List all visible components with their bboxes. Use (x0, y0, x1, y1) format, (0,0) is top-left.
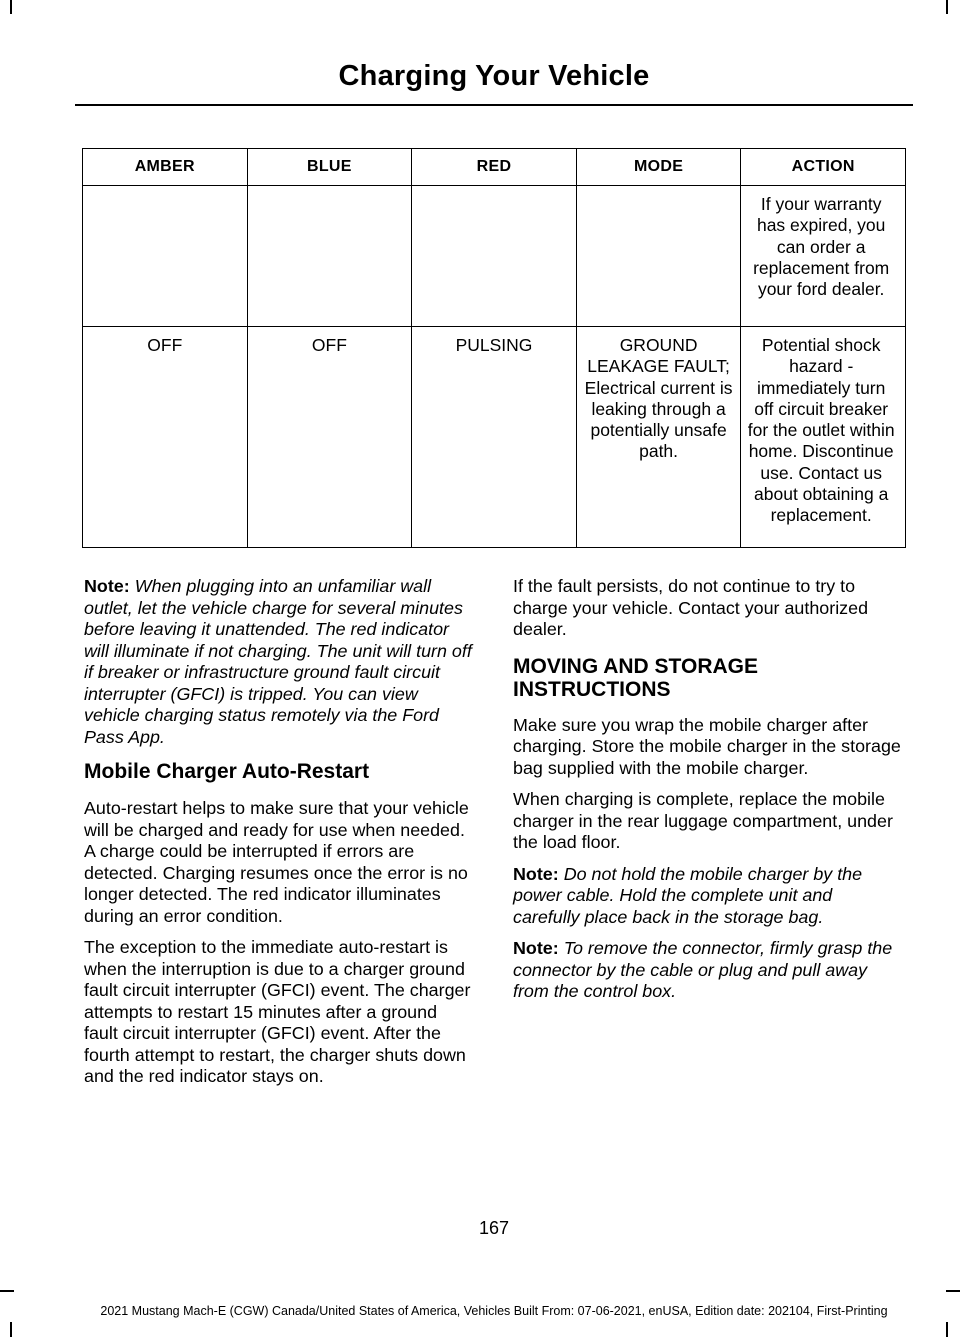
fault-persists-paragraph: If the fault persists, do not continue to try to charge your vehicle. Contact your authorized dealer. (513, 576, 869, 639)
note-label: Note: (513, 863, 559, 884)
wrap-charger-paragraph: Make sure you wrap the mobile charger after charging. Store the mobile charger in the storage bag supplied with the mobile charger. (513, 714, 901, 778)
footer-edition-info: 2021 Mustang Mach-E (CGW) Canada/United States of America, Vehicles Built From: 07-06-2021, enUSA, Edition date: 202104, First-Printing (100, 1304, 888, 1318)
note-text: To remove the connector, firmly grasp the connector by the cable or plug and pull away from the control box. (513, 938, 893, 1001)
crop-mark-bottom-right-v (946, 1322, 948, 1337)
auto-restart-paragraph: Auto-restart helps to make sure that your vehicle will be charged and ready for use when needed. A charge could be interrupted if errors are detected. Charging resumes once the error is no longer detected. The red indicator illuminates during an error condition. (84, 798, 469, 926)
auto-restart-heading: Mobile Charger Auto-Restart (84, 760, 370, 783)
crop-mark-bottom-left-v (10, 1322, 12, 1337)
title-divider (75, 104, 913, 106)
page-title: Charging Your Vehicle (338, 60, 650, 92)
note-label: Note: (513, 938, 559, 958)
cell-blue: OFF (247, 327, 412, 548)
crop-mark-top-right (946, 0, 948, 14)
table-header-row (83, 149, 906, 186)
cell-red (412, 186, 577, 327)
header-action: ACTION (741, 149, 906, 186)
cell-action: If your warranty has expired, you can order a replacement from your ford dealer. (741, 186, 906, 327)
page-number: 167 (478, 1218, 510, 1238)
indicator-table (82, 148, 906, 548)
note-power-cable (513, 864, 903, 929)
note-plugging (84, 576, 474, 748)
crop-mark-top-left (10, 0, 12, 14)
crop-mark-bottom-right (946, 1290, 960, 1292)
cell-amber: OFF (83, 327, 248, 548)
header-mode: MODE (576, 149, 741, 186)
cell-amber (83, 186, 248, 327)
note-text: When plugging into an unfamiliar wall outlet, let the vehicle charge for several minutes before leaving it unattended. The red indicator will illuminate if not charging. The unit will turn off if breaker or infrastructure ground fault circuit interrupter (GFCI) is tripped. You can view vehicle charging status remotely via the Ford Pass App. (84, 576, 472, 747)
table-row (83, 186, 906, 327)
cell-action: Potential shock hazard - immediately turn off circuit breaker for the outlet within home. Discontinue use. Contact us about obtaining a replacement. (741, 327, 906, 548)
cell-mode (576, 186, 741, 327)
crop-mark-bottom-left (0, 1290, 14, 1292)
cell-red: PULSING (412, 327, 577, 548)
header-amber: AMBER (83, 149, 248, 186)
replace-charger-paragraph: When charging is complete, replace the mobile charger in the rear luggage compartment, under the load floor. (513, 789, 893, 852)
moving-storage-heading: MOVING AND STORAGE INSTRUCTIONS (513, 654, 759, 701)
cell-blue (247, 186, 412, 327)
table-row (83, 327, 906, 548)
left-column (84, 576, 474, 1098)
header-red: RED (412, 149, 577, 186)
exception-paragraph: The exception to the immediate auto-restart is when the interruption is due to a charger ground fault circuit interrupter (GFCI) event. The charger attempts to restart 15 minutes after a ground fault circuit interrupter (GFCI) event. After the fourth attempt to restart, the charger shuts down and the red indicator stays on. (84, 937, 471, 1086)
right-column (513, 576, 903, 1013)
header-blue: BLUE (247, 149, 412, 186)
note-label: Note: (84, 576, 130, 596)
cell-mode: GROUND LEAKAGE FAULT; Electrical current is leaking through a potentially unsafe path. (576, 327, 741, 548)
note-text: Do not hold the mobile charger by the power cable. Hold the complete unit and carefully place back in the storage bag. (513, 863, 863, 927)
note-connector (513, 938, 903, 1003)
